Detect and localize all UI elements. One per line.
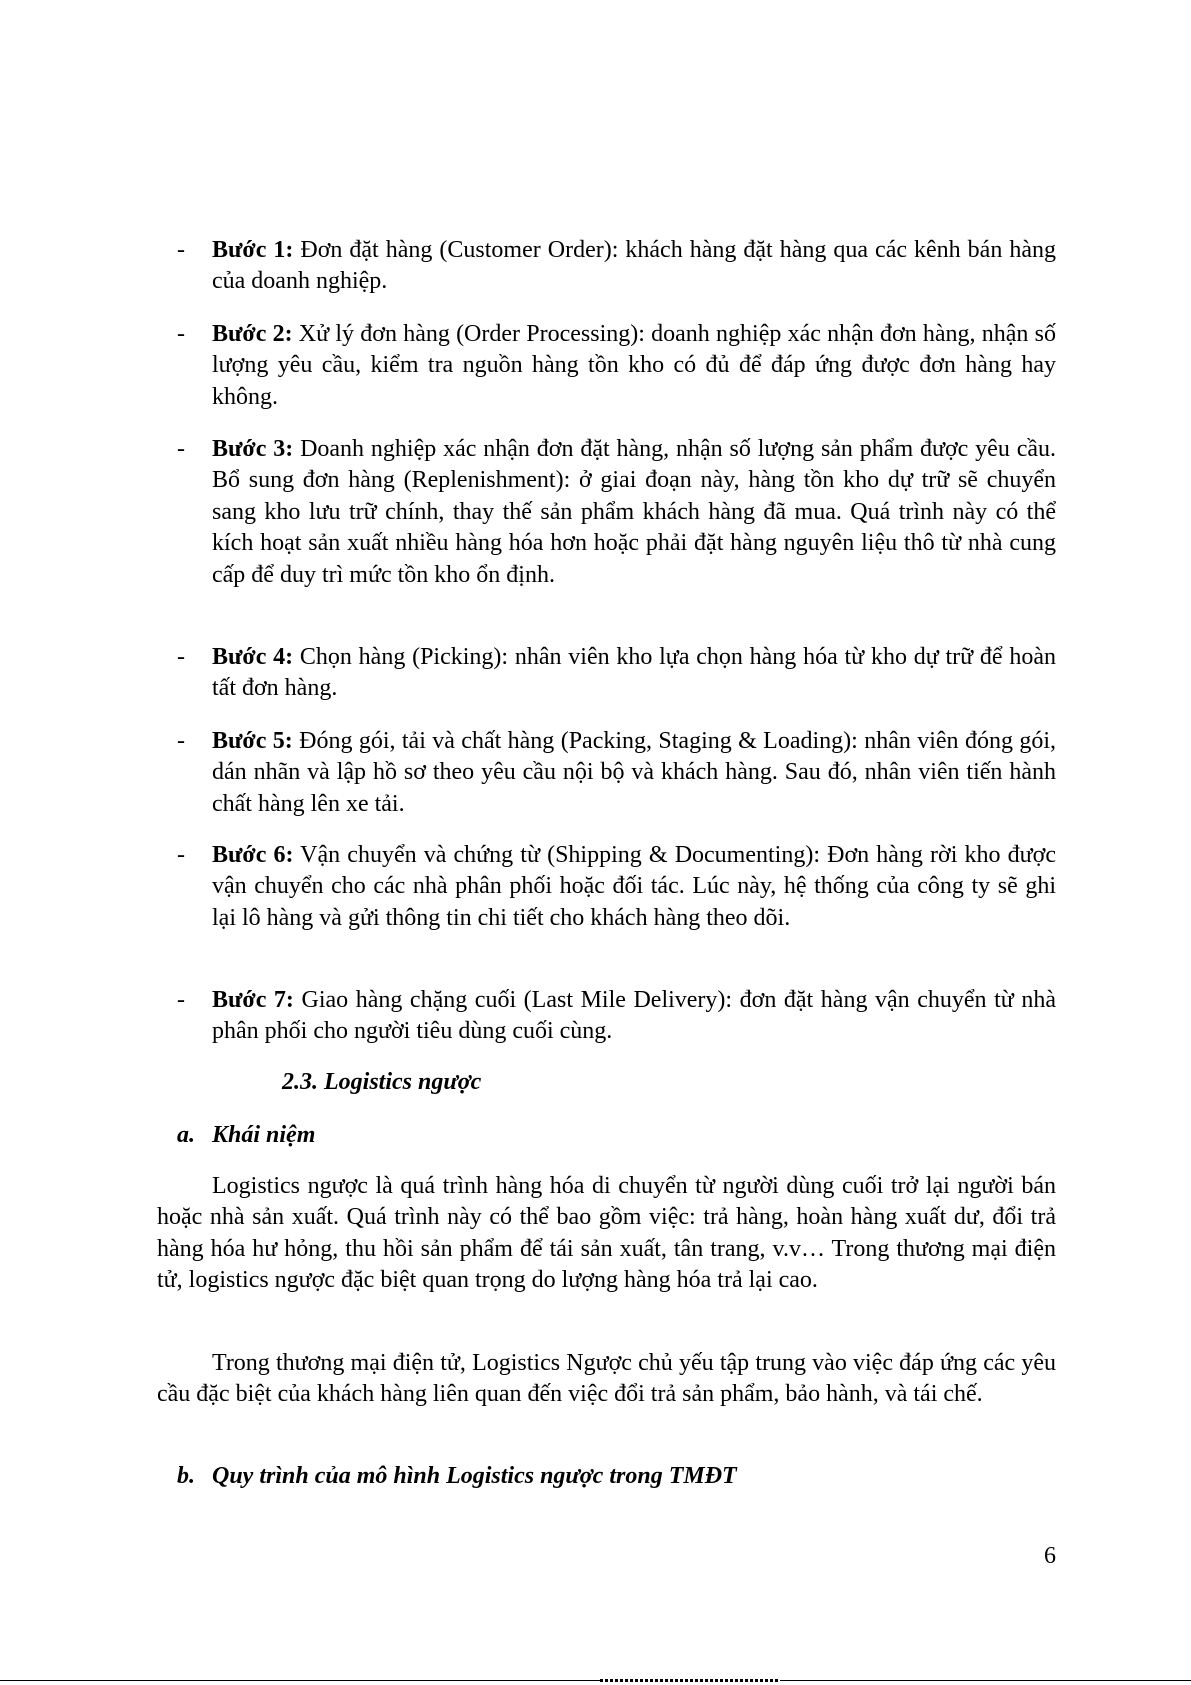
step-text: Chọn hàng (Picking): nhân viên kho lựa chọn hàng hóa từ kho dự trữ để hoàn tất đơn hàng.: [212, 644, 1057, 702]
step-3: [177, 434, 1056, 591]
step-label: Bước 7:: [212, 987, 294, 1013]
page-bottom-dotted-rule: [600, 1679, 780, 1682]
subheading-label: b.: [177, 1463, 195, 1489]
step-label: Bước 1:: [212, 237, 294, 263]
step-text: Xử lý đơn hàng (Order Processing): doanh nghiệp xác nhận đơn hàng, nhận số lượng yêu cầu, kiểm tra nguồn hàng tồn kho có đủ để đáp ứng được đơn hàng hay không.: [212, 321, 1057, 410]
subheading-text: Khái niệm: [212, 1122, 316, 1148]
step-4: [177, 642, 1056, 705]
subheading-a: [177, 1120, 1056, 1151]
step-1: [177, 235, 1056, 298]
step-label: Bước 2:: [212, 321, 293, 347]
step-7: [177, 985, 1056, 1048]
page-number: 6: [1044, 1543, 1056, 1569]
step-label: Bước 4:: [212, 644, 294, 670]
step-label: Bước 3:: [212, 436, 294, 462]
section-heading: 2.3. Logistics ngược: [282, 1069, 482, 1095]
bullet-dash: -: [177, 842, 185, 868]
bullet-dash: -: [177, 436, 185, 462]
step-2: [177, 319, 1056, 413]
subheading-text: Quy trình của mô hình Logistics ngược trong TMĐT: [212, 1463, 737, 1489]
subheading-label: a.: [177, 1122, 195, 1148]
step-text: Giao hàng chặng cuối (Last Mile Delivery): đơn đặt hàng vận chuyển từ nhà phân phối cho người tiêu dùng cuối cùng.: [212, 987, 1056, 1045]
subheading-b: [177, 1461, 1056, 1492]
bullet-dash: -: [177, 237, 185, 263]
step-text: Vận chuyển và chứng từ (Shipping & Documenting): Đơn hàng rời kho được vận chuyển cho các nhà phân phối hoặc đối tác. Lúc này, hệ thống của công ty sẽ ghi lại lô hàng và gửi thông tin chi tiết cho khách hàng theo dõi.: [212, 842, 1057, 931]
step-label: Bước 5:: [212, 728, 293, 754]
bullet-dash: -: [177, 321, 185, 347]
step-text: Đơn đặt hàng (Customer Order): khách hàng đặt hàng qua các kênh bán hàng của doanh nghiệp.: [212, 237, 1056, 295]
bullet-dash: -: [177, 728, 185, 754]
paragraph-2: Trong thương mại điện tử, Logistics Ngược chủ yếu tập trung vào việc đáp ứng các yêu cầu đặc biệt của khách hàng liên quan đến việc đổi trả sản phẩm, bảo hành, và tái chế.: [157, 1350, 1056, 1408]
step-text: Đóng gói, tải và chất hàng (Packing, Staging & Loading): nhân viên đóng gói, dán nhãn và lập hồ sơ theo yêu cầu nội bộ và khách hàng. Sau đó, nhân viên tiến hành chất hàng lên xe tải.: [212, 728, 1056, 817]
page-bottom-rule: [0, 1680, 1191, 1681]
bullet-dash: -: [177, 987, 185, 1013]
paragraph-1: Logistics ngược là quá trình hàng hóa di chuyển từ người dùng cuối trở lại người bán hoặc nhà sản xuất. Quá trình này có thể bao gồm việc: trả hàng, hoàn hàng xuất dư, đổi trả hàng hóa hư hỏng, thu hồi sản phẩm để tái sản xuất, tân trang, v.v… Trong thương mại điện tử, logistics ngược đặc biệt quan trọng do lượng hàng hóa trả lại cao.: [157, 1173, 1056, 1294]
bullet-dash: -: [177, 644, 185, 670]
step-6: [177, 840, 1056, 934]
step-label: Bước 6:: [212, 842, 294, 868]
step-text: Doanh nghiệp xác nhận đơn đặt hàng, nhận số lượng sản phẩm được yêu cầu. Bổ sung đơn hàng (Replenishment): ở giai đoạn này, hàng tồn kho dự trữ sẽ chuyển sang kho lưu trữ chính, thay thế sản phẩm khách hàng đã mua. Quá trình này có thể kích hoạt sản xuất nhiều hàng hóa hơn hoặc phải đặt hàng nguyên liệu thô từ nhà cung cấp để duy trì mức tồn kho ổn định.: [212, 436, 1056, 588]
step-5: [177, 726, 1056, 820]
